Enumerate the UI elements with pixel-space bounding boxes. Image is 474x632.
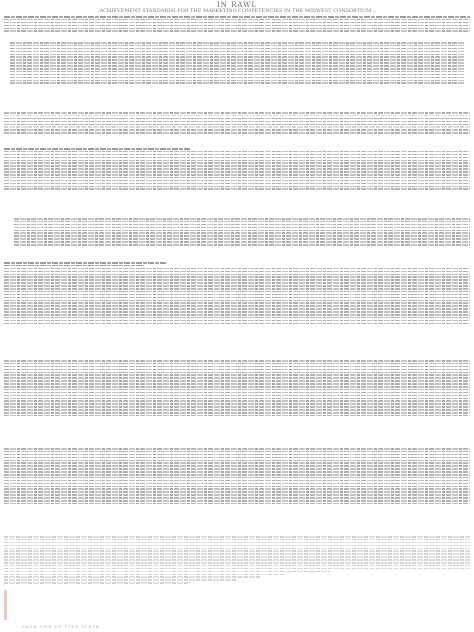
page-footer: PAGE ONE OF FIVE PLATE — [22, 624, 100, 629]
document-subtitle: .ACHIEVEMENT STANDARDS FOR THE MARKETING COMPETENCIES IN THE MIDWEST CONSORTIUM... — [97, 8, 377, 14]
text-block — [0, 360, 474, 418]
text-block — [0, 16, 474, 33]
text-block — [0, 448, 474, 506]
text-block — [0, 42, 474, 85]
margin-mark — [4, 590, 7, 620]
text-block — [0, 536, 474, 585]
text-block — [0, 148, 474, 191]
document-title: IN RAWL — [216, 1, 257, 9]
text-block — [0, 262, 474, 326]
text-block — [0, 112, 474, 135]
text-block — [0, 218, 474, 247]
